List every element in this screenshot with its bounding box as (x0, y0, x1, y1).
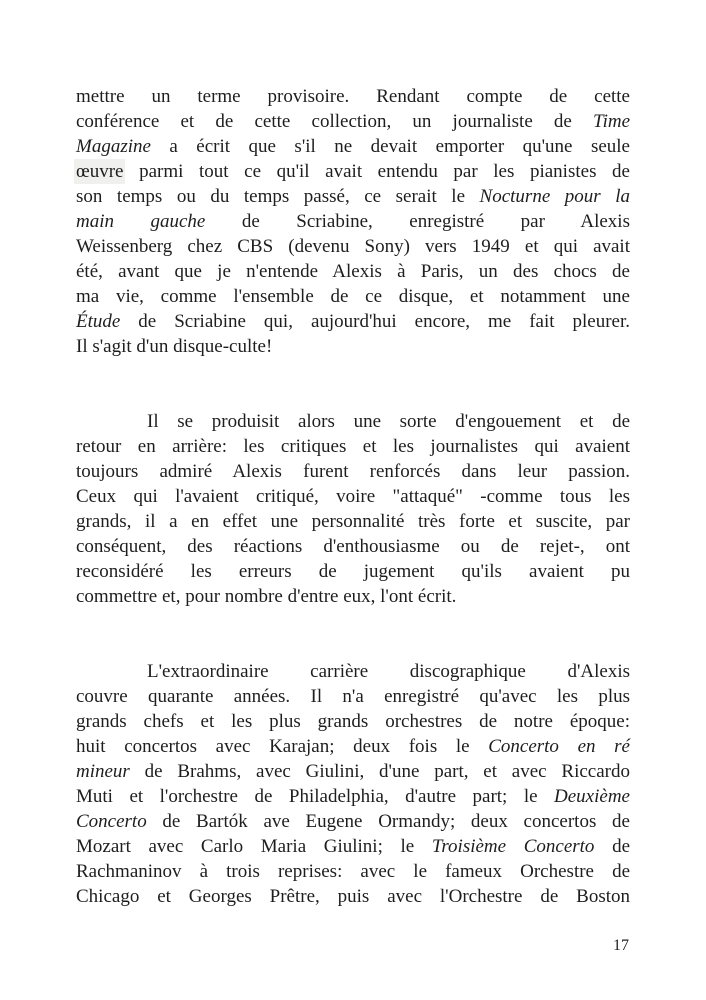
text-line (76, 84, 630, 109)
highlighted-word: œuvre (76, 161, 124, 182)
text-segment: Concerto (76, 811, 147, 832)
text-segment: Muti et l'orchestre de Philadelphia, d'autre part; le (76, 786, 555, 807)
text-line (76, 309, 630, 334)
text-line (76, 484, 630, 509)
text-segment: Étude (76, 311, 121, 332)
text-segment: L'extraordinaire carrière discographique d'Alexis (147, 661, 630, 682)
text-segment: Chicago et Georges Prêtre, puis avec l'Orchestre de Boston (76, 886, 630, 907)
text-line (76, 459, 630, 484)
text-segment: de Brahms, avec Giulini, d'une part, et avec Riccardo (129, 761, 630, 782)
text-segment: Il s'agit d'un disque-culte! (76, 336, 273, 357)
text-segment: parmi tout ce qu'il avait entendu par les pianistes de (123, 161, 630, 182)
text-line (76, 709, 630, 734)
text-segment: Time (593, 111, 630, 132)
text-segment: main gauche (76, 211, 206, 232)
text-segment: a écrit que s'il ne devait emporter qu'une seule (150, 136, 630, 157)
text-line (76, 259, 630, 284)
text-line (76, 284, 630, 309)
text-segment: de (594, 836, 630, 857)
text-line (76, 409, 630, 434)
text-line (76, 759, 630, 784)
text-segment: huit concertos avec Karajan; deux fois le (76, 736, 489, 757)
text-line (76, 784, 630, 809)
text-segment: de Scriabine, enregistré par Alexis (205, 211, 630, 232)
text-line (76, 434, 630, 459)
text-line (76, 334, 630, 359)
text-segment: de Scriabine qui, aujourd'hui encore, me fait pleurer. (120, 311, 630, 332)
text-segment: Deuxième (554, 786, 630, 807)
text-segment: été, avant que je n'entende Alexis à Paris, un des chocs de (76, 261, 630, 282)
text-segment: Il se produisit alors une sorte d'engouement et de (147, 411, 630, 432)
text-segment: son temps ou du temps passé, ce serait le (76, 186, 480, 207)
text-segment: mettre un terme provisoire. Rendant compte de cette (76, 86, 630, 107)
text-segment: Nocturne pour la (479, 186, 630, 207)
text-segment: reconsidéré les erreurs de jugement qu'ils avaient pu (76, 561, 630, 582)
text-line (76, 109, 630, 134)
paragraph-2 (76, 409, 630, 609)
text-segment: commettre et, pour nombre d'entre eux, l'ont écrit. (76, 586, 457, 607)
text-segment: Ceux qui l'avaient critiqué, voire "attaqué" -comme tous les (76, 486, 630, 507)
text-line (76, 809, 630, 834)
text-segment: Mozart avec Carlo Maria Giulini; le (76, 836, 432, 857)
text-line (76, 684, 630, 709)
text-segment: Magazine (76, 136, 151, 157)
text-segment: grands chefs et les plus grands orchestres de notre époque: (76, 711, 630, 732)
text-line (76, 534, 630, 559)
text-line (76, 159, 630, 184)
text-segment: Rachmaninov à trois reprises: avec le fameux Orchestre de (76, 861, 630, 882)
text-segment: ma vie, comme l'ensemble de ce disque, et notamment une (76, 286, 630, 307)
text-segment: couvre quarante années. Il n'a enregistré qu'avec les plus (76, 686, 630, 707)
text-line (76, 834, 630, 859)
text-segment: Weissenberg chez CBS (devenu Sony) vers 1949 et qui avait (76, 236, 630, 257)
text-segment: de Bartók ave Eugene Ormandy; deux concertos de (146, 811, 630, 832)
text-line (76, 734, 630, 759)
text-line (76, 659, 630, 684)
text-segment: Troisième Concerto (431, 836, 595, 857)
paragraph-3 (76, 659, 630, 909)
text-line (76, 184, 630, 209)
page-number: 17 (613, 937, 629, 954)
paragraph-1 (76, 84, 630, 359)
text-block (76, 84, 630, 909)
text-segment: mineur (76, 761, 130, 782)
text-segment: toujours admiré Alexis furent renforcés dans leur passion. (76, 461, 630, 482)
text-line (76, 209, 630, 234)
text-line (76, 584, 630, 609)
text-line (76, 509, 630, 534)
text-line (76, 234, 630, 259)
text-segment: Concerto en ré (488, 736, 630, 757)
text-segment: conférence et de cette collection, un journaliste de (76, 111, 594, 132)
text-line (76, 134, 630, 159)
text-segment: conséquent, des réactions d'enthousiasme ou de rejet-, ont (76, 536, 630, 557)
text-line (76, 884, 630, 909)
text-segment: grands, il a en effet une personnalité très forte et suscite, par (76, 511, 630, 532)
text-segment: retour en arrière: les critiques et les journalistes qui avaient (76, 436, 630, 457)
text-line (76, 559, 630, 584)
text-line (76, 859, 630, 884)
